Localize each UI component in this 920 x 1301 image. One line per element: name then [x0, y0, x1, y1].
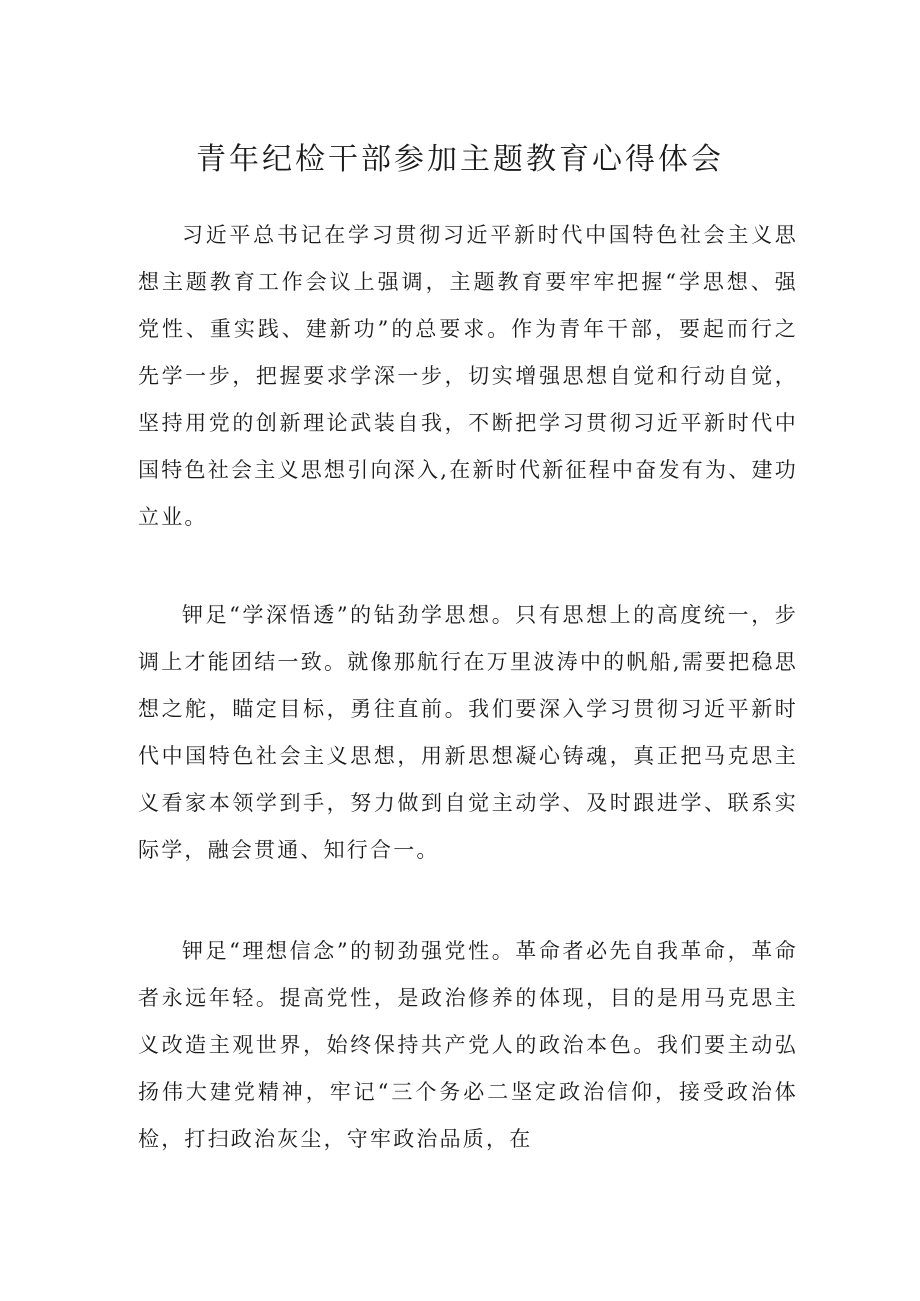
- paragraph-party-spirit: 钾足“理想信念”的韧劲强党性。革命者必先自我革命，革命者永远年轻。提高党性，是政治修养的体现，目的是用马克思主义改造主观世界，始终保持共产党人的政治本色。我们要主动弘扬伟大建党精神，牢记“三个务必二坚定政治信仰，接受政治体检，打扫政治灰尘，守牢政治品质，在: [138, 939, 798, 1151]
- document-title: 青年纪检干部参加主题教育心得体会: [196, 142, 724, 177]
- paragraph-intro: 习近平总书记在学习贯彻习近平新时代中国特色社会主义思想主题教育工作会议上强调，主题教育要牢牢把握“学思想、强党性、重实践、建新功”的总要求。作为青年干部，要起而行之先学一步，把握要求学深一步，切实增强思想自觉和行动自觉，坚持用党的创新理论武装自我，不断把学习贯彻习近平新时代中国特色社会主义思想引向深入,在新时代新征程中奋发有为、建功立业。: [138, 223, 798, 529]
- paragraph-study-thought: 钾足“学深悟透”的钻劲学思想。只有思想上的高度统一，步调上才能团结一致。就像那航行在万里波涛中的帆船,需要把稳思想之舵，瞄定目标，勇往直前。我们要深入学习贯彻习近平新时代中国特色社会主义思想，用新思想凝心铸魂，真正把马克思主义看家本领学到手，努力做到自觉主动学、及时跟进学、联系实际学，融会贯通、知行合一。: [138, 603, 798, 862]
